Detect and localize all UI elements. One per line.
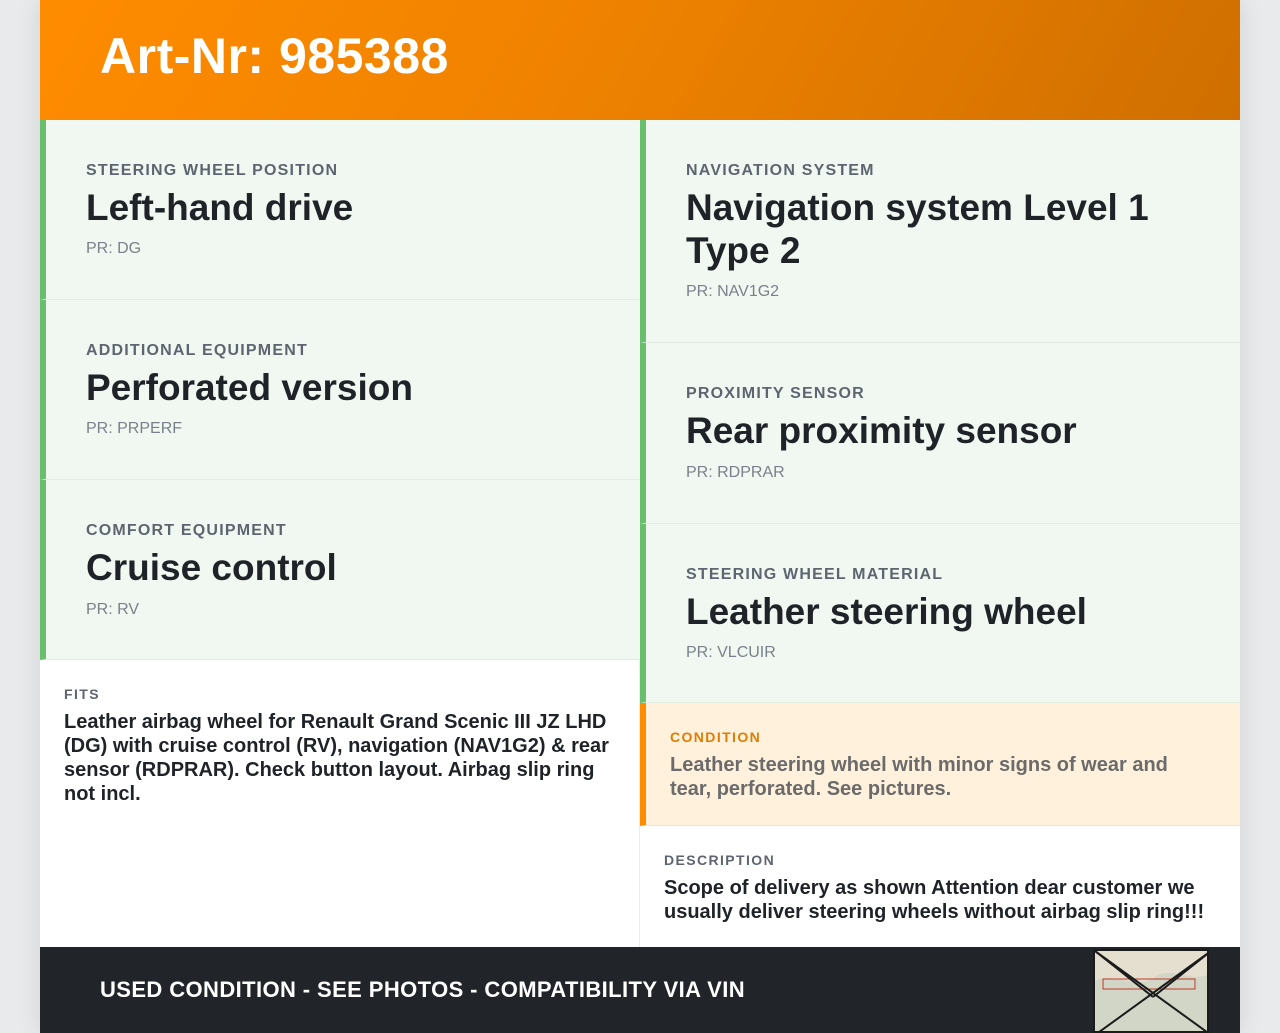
fits-label: FITS <box>64 686 100 702</box>
spec-pr-code: PR: PRPERF <box>86 420 183 437</box>
spec-pr-code: PR: RDPRAR <box>686 464 785 481</box>
spec-pr-code: PR: VLCUIR <box>686 644 776 661</box>
spec-value: Left-hand drive <box>86 187 354 228</box>
left-column <box>40 120 640 660</box>
spec-pr-code: PR: DG <box>86 240 142 257</box>
spec-card-comfort-equipment <box>40 480 640 660</box>
spec-value: Cruise control <box>86 547 337 588</box>
fits-section <box>40 660 640 947</box>
spec-value: Leather steering wheel <box>686 591 1087 632</box>
spec-card-additional-equipment <box>40 300 640 480</box>
spec-value: Rear proximity sensor <box>686 410 1077 451</box>
spec-pr-code: PR: NAV1G2 <box>686 283 780 300</box>
description-text: Scope of delivery as shown Attention dear customer we usually deliver steering wheels without airbag slip ring!!! <box>664 877 1205 923</box>
footer-bar <box>40 947 1240 1033</box>
spec-label: STEERING WHEEL MATERIAL <box>686 566 944 583</box>
spec-label: ADDITIONAL EQUIPMENT <box>86 342 308 359</box>
spec-pr-code: PR: RV <box>86 601 140 618</box>
spec-card-steering-material <box>640 524 1240 703</box>
article-number-title: Art-Nr: 985388 <box>100 28 449 84</box>
header-banner <box>40 0 1240 120</box>
condition-section <box>640 703 1240 826</box>
description-section <box>640 826 1240 947</box>
spec-card-navigation <box>640 120 1240 343</box>
envelope-icon <box>1095 951 1209 1033</box>
spec-label: STEERING WHEEL POSITION <box>86 162 339 179</box>
right-column <box>640 120 1240 703</box>
product-sheet <box>40 0 1240 1033</box>
spec-value: Navigation system Level 1 Type 2 <box>686 187 1149 271</box>
spec-card-steering-position <box>40 120 640 300</box>
condition-text: Leather steering wheel with minor signs of wear and tear, perforated. See pictures. <box>670 754 1168 800</box>
spec-value: Perforated version <box>86 367 413 408</box>
spec-label: NAVIGATION SYSTEM <box>686 162 875 179</box>
condition-label: CONDITION <box>670 729 762 745</box>
envelope-label-thumbnail-icon[interactable] <box>1093 949 1209 1033</box>
spec-label: COMFORT EQUIPMENT <box>86 522 287 539</box>
fits-text: Leather airbag wheel for Renault Grand Scenic III JZ LHD (DG) with cruise control (RV), navigation (NAV1G2) & rear sensor (RDPRAR). Check button layout. Airbag slip ring not incl. <box>64 711 609 805</box>
description-label: DESCRIPTION <box>664 852 776 868</box>
spec-label: PROXIMITY SENSOR <box>686 385 865 402</box>
spec-card-proximity-sensor <box>640 343 1240 524</box>
footer-note: USED CONDITION - SEE PHOTOS - COMPATIBILITY VIA VIN <box>100 977 746 1002</box>
